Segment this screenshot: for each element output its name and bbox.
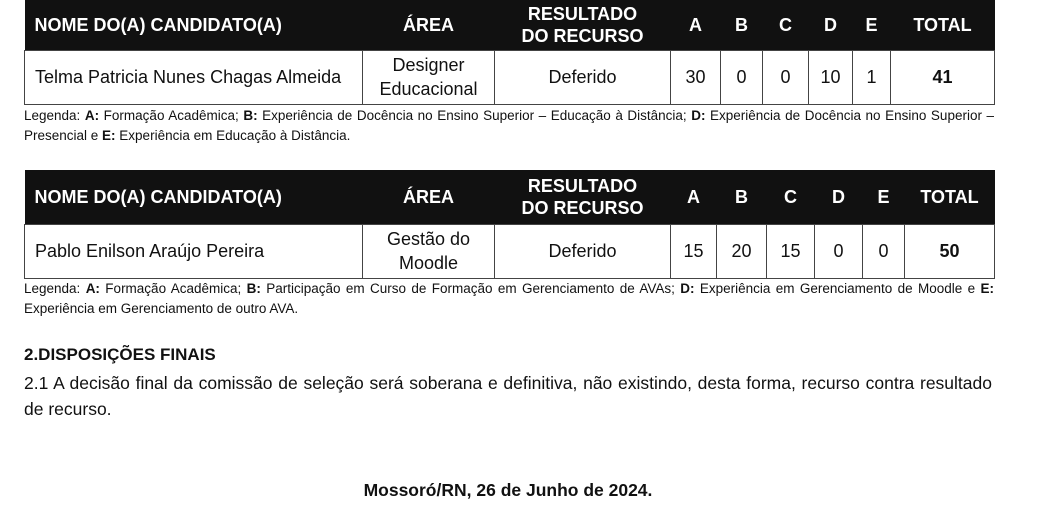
legend-prefix: Legenda: <box>24 281 86 296</box>
header-e: E <box>853 0 891 50</box>
header-a: A <box>671 0 721 50</box>
legend-text: Participação em Curso de Formação em Gerenciamento de AVAs; <box>260 281 681 296</box>
header-e: E <box>863 170 905 224</box>
header-result-line2: DO RECURSO <box>521 25 644 46</box>
score-b: 0 <box>721 50 763 104</box>
score-a: 30 <box>671 50 721 104</box>
score-total: 50 <box>905 224 995 278</box>
legend-key: E: <box>102 128 116 143</box>
legend-key: B: <box>243 108 258 123</box>
table-header-row <box>25 0 995 50</box>
header-result-line1: RESULTADO <box>527 175 638 196</box>
score-a: 15 <box>671 224 717 278</box>
score-e: 0 <box>863 224 905 278</box>
score-d: 10 <box>809 50 853 104</box>
score-c: 15 <box>767 224 815 278</box>
legend-key: A: <box>84 108 100 123</box>
header-d: D <box>815 170 863 224</box>
result-table-2 <box>24 170 995 279</box>
header-c: C <box>763 0 809 50</box>
header-b: B <box>717 170 767 224</box>
legend-key: D: <box>680 281 695 296</box>
header-area: ÁREA <box>363 0 495 50</box>
header-c: C <box>767 170 815 224</box>
score-e: 1 <box>853 50 891 104</box>
legend-text: Formação Acadêmica; <box>99 108 244 123</box>
section-paragraph: 2.1 A decisão final da comissão de seleção será soberana e definitiva, não existindo, desta forma, recurso contra resultado de recurso. <box>24 373 992 419</box>
header-a: A <box>671 170 717 224</box>
header-result-line1: RESULTADO <box>527 3 638 24</box>
table-header-row <box>25 170 995 224</box>
score-c: 0 <box>763 50 809 104</box>
legend-key: A: <box>85 281 100 296</box>
legend-text: Experiência de Docência no Ensino Superior – Presencial e <box>24 108 995 143</box>
legend-key: D: <box>691 108 706 123</box>
header-area: ÁREA <box>363 170 495 224</box>
document-date: Mossoró/RN, 26 de Junho de 2024. <box>363 480 653 500</box>
result-table-1 <box>24 0 995 105</box>
score-total: 41 <box>891 50 995 104</box>
legend-table-1 <box>24 106 994 146</box>
area-line1: Designer <box>392 55 465 75</box>
table-row <box>25 224 995 278</box>
score-d: 0 <box>815 224 863 278</box>
header-total: TOTAL <box>905 170 995 224</box>
area-line2: Moodle <box>398 253 459 273</box>
header-b: B <box>721 0 763 50</box>
area-line1: Gestão do <box>386 229 471 249</box>
header-total: TOTAL <box>891 0 995 50</box>
candidate-area <box>363 50 495 104</box>
legend-text: Experiência em Gerenciamento de Moodle e <box>694 281 981 296</box>
candidate-name: Telma Patricia Nunes Chagas Almeida <box>25 50 363 104</box>
legend-table-2 <box>24 279 994 319</box>
header-name: NOME DO(A) CANDIDATO(A) <box>25 170 363 224</box>
legend-key: E: <box>980 281 994 296</box>
header-result-line2: DO RECURSO <box>521 197 644 218</box>
area-line2: Educacional <box>379 79 478 99</box>
appeal-result: Deferido <box>495 50 671 104</box>
legend-prefix: Legenda: <box>24 108 85 123</box>
header-result <box>495 170 671 224</box>
candidate-area <box>363 224 495 278</box>
legend-text: Experiência em Educação à Distância. <box>115 128 351 143</box>
score-b: 20 <box>717 224 767 278</box>
table-row <box>25 50 995 104</box>
section-title: 2.DISPOSIÇÕES FINAIS <box>24 345 216 364</box>
header-name: NOME DO(A) CANDIDATO(A) <box>25 0 363 50</box>
appeal-result: Deferido <box>495 224 671 278</box>
legend-text: Experiência em Gerenciamento de outro AVA. <box>24 301 299 316</box>
header-d: D <box>809 0 853 50</box>
legend-text: Formação Acadêmica; <box>99 281 247 296</box>
header-result <box>495 0 671 50</box>
legend-key: B: <box>246 281 261 296</box>
candidate-name: Pablo Enilson Araújo Pereira <box>25 224 363 278</box>
legend-text: Experiência de Docência no Ensino Superior – Educação à Distância; <box>257 108 692 123</box>
